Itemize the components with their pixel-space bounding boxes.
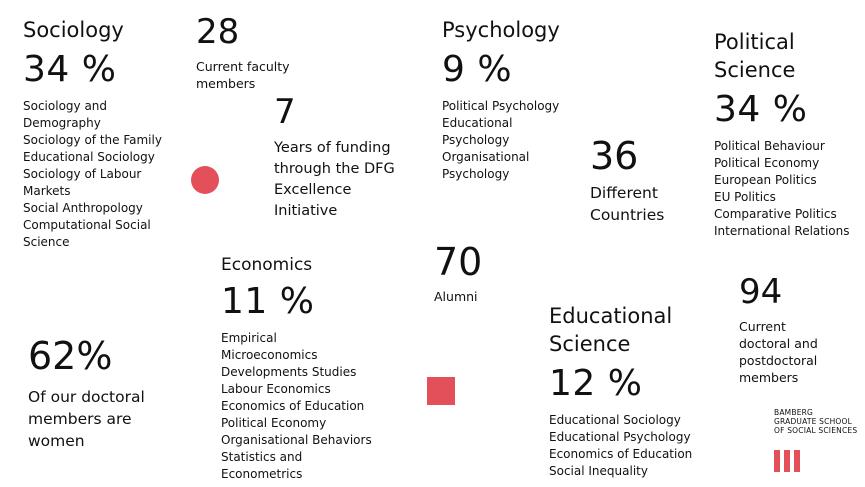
list-item: Demography — [23, 116, 101, 130]
list-item: Labour Economics — [221, 382, 331, 396]
list-item: Comparative Politics — [714, 207, 837, 221]
list-item: EU Politics — [714, 190, 776, 204]
list-item: Educational Sociology — [549, 413, 681, 427]
political-science-percent: 34 % — [714, 89, 808, 130]
political-science-title-line: Political — [714, 30, 795, 54]
list-item: Political Economy — [714, 156, 820, 170]
funding-caption-line: Years of funding — [274, 140, 391, 156]
doctoral-caption-line: postdoctoral — [739, 353, 818, 368]
alumni-stat — [434, 240, 534, 305]
women-number: 62% — [28, 334, 113, 378]
list-item: Markets — [23, 184, 71, 198]
countries-stat — [590, 134, 690, 226]
list-item: Educational Psychology — [549, 430, 691, 444]
psychology-block — [442, 16, 582, 183]
political-science-block — [714, 28, 862, 240]
doctoral-caption-line: Current — [739, 319, 786, 334]
alumni-number: 70 — [434, 240, 483, 284]
list-item: Economics of Education — [549, 447, 693, 461]
sociology-block — [23, 16, 193, 251]
list-item: Developments Studies — [221, 365, 357, 379]
faculty-caption-line: Current faculty — [196, 59, 290, 74]
women-caption-line: members are — [28, 410, 132, 428]
economics-list — [221, 330, 401, 483]
countries-caption-line: Countries — [590, 206, 665, 224]
list-item: Political Psychology — [442, 99, 560, 113]
list-item: European Politics — [714, 173, 817, 187]
logo-text-line: OF SOCIAL SCIENCES — [774, 426, 858, 435]
psychology-list — [442, 98, 582, 183]
logo-text-line: GRADUATE SCHOOL — [774, 417, 852, 426]
list-item: Political Economy — [221, 416, 327, 430]
economics-block — [221, 254, 401, 483]
educational-science-title-line: Educational — [549, 304, 673, 328]
list-item: Sociology of the Family — [23, 133, 162, 147]
list-item: Sociology of Labour — [23, 167, 142, 181]
faculty-caption-line: members — [196, 76, 256, 91]
alumni-caption-line: Alumni — [434, 289, 478, 304]
list-item: Political Behaviour — [714, 139, 825, 153]
economics-percent: 11 % — [221, 281, 315, 322]
accent-square — [427, 377, 455, 405]
countries-number: 36 — [590, 134, 639, 178]
list-item: Economics of Education — [221, 399, 365, 413]
educational-science-percent: 12 % — [549, 363, 643, 404]
list-item: Organisational — [442, 150, 530, 164]
educational-science-title-line: Science — [549, 332, 631, 356]
sociology-percent: 34 % — [23, 49, 117, 90]
women-caption-line: women — [28, 432, 85, 450]
bamberg-bars-logo-icon — [774, 450, 802, 472]
list-item: Science — [23, 235, 70, 249]
list-item: Psychology — [442, 133, 510, 147]
funding-caption-line: Initiative — [274, 203, 338, 219]
educational-science-block — [549, 302, 719, 480]
list-item: Statistics and — [221, 450, 303, 464]
list-item: Econometrics — [221, 467, 303, 481]
educational-science-list — [549, 412, 719, 480]
funding-stat — [274, 92, 414, 222]
faculty-stat — [196, 12, 316, 92]
women-caption-line: Of our doctoral — [28, 388, 145, 406]
list-item: Educational Sociology — [23, 150, 155, 164]
list-item: International Relations — [714, 224, 850, 238]
logo-text-line: BAMBERG — [774, 408, 814, 417]
psychology-title: Psychology — [442, 18, 560, 42]
faculty-number: 28 — [196, 12, 240, 52]
list-item: Computational Social — [23, 218, 151, 232]
funding-caption-line: through the DFG — [274, 161, 395, 177]
doctoral-stat — [739, 272, 849, 386]
women-stat — [28, 334, 198, 452]
doctoral-number: 94 — [739, 272, 783, 312]
list-item: Social Anthropology — [23, 201, 143, 215]
list-item: Educational — [442, 116, 513, 130]
list-item: Organisational Behaviors — [221, 433, 372, 447]
accent-dot — [191, 166, 219, 194]
doctoral-caption-line: doctoral and — [739, 336, 818, 351]
list-item: Sociology and — [23, 99, 108, 113]
psychology-percent: 9 % — [442, 49, 513, 90]
political-science-list — [714, 138, 862, 240]
list-item: Psychology — [442, 167, 510, 181]
list-item: Empirical — [221, 331, 277, 345]
sociology-title: Sociology — [23, 18, 124, 42]
sociology-list — [23, 98, 193, 251]
school-logo — [774, 408, 864, 435]
list-item: Social Inequality — [549, 464, 648, 478]
funding-caption-line: Excellence — [274, 182, 352, 198]
economics-title: Economics — [221, 255, 313, 275]
funding-number: 7 — [274, 92, 296, 132]
political-science-title-line: Science — [714, 58, 796, 82]
list-item: Microeconomics — [221, 348, 318, 362]
countries-caption-line: Different — [590, 184, 658, 202]
doctoral-caption-line: members — [739, 370, 799, 385]
